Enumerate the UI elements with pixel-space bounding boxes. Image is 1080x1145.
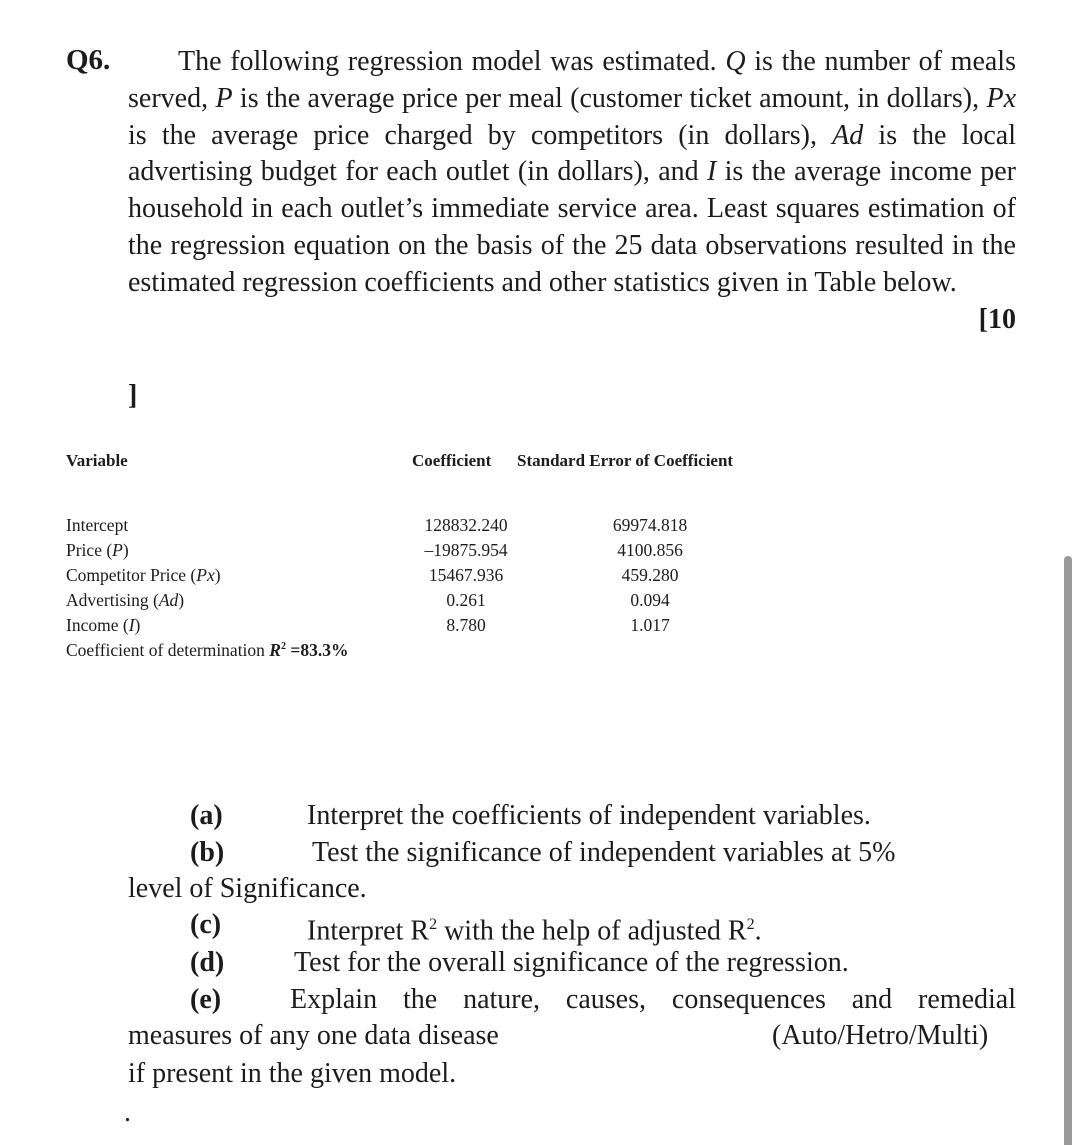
table-row-std-error: 1.017: [630, 615, 670, 635]
question-text: The following regression model was estimated. Q is the number of meals served, P is the average price per meal (customer ticket amount, in dollars), Px is the average price charged by competitors (in dollars), Ad is the local advertising budget for each outlet (in dollars), and I is the average income per household in each outlet’s immediate service area. Least squares estimation of the regression equation on the basis of the 25 data observations resulted in the estimated regression coefficients and other statistics given in Table below. [10: [128, 44, 1016, 338]
part-d-text: Test for the overall significance of the regression.: [294, 947, 849, 978]
table-row-variable: Price (P): [66, 540, 129, 560]
table-row-variable: Advertising (Ad): [66, 590, 185, 610]
table-row-std-error: 0.094: [630, 590, 670, 610]
table-row-coefficient: 0.261: [446, 590, 486, 610]
part-e-continuation: measures of any one data disease: [128, 1020, 499, 1051]
part-b-label: (b): [190, 837, 225, 868]
part-c-label: (c): [190, 909, 222, 940]
header-variable: Variable: [66, 451, 128, 470]
table-row-std-error: 4100.856: [617, 540, 683, 560]
table-row-coefficient: 15467.936: [428, 565, 504, 585]
part-d-label: (d): [190, 947, 225, 978]
part-b-continuation: level of Significance.: [128, 873, 367, 904]
table-row-coefficient: 128832.240: [424, 515, 508, 535]
question-number: Q6.: [66, 44, 111, 76]
table-row-variable: Intercept: [66, 515, 129, 535]
part-e-text: Explain the nature, causes, consequences and remedial: [290, 984, 1016, 1015]
table-row-variable: Income (I): [66, 615, 141, 635]
header-std-error: Standard Error of Coefficient: [517, 451, 734, 470]
table-row-variable: Competitor Price (Px): [66, 565, 221, 585]
table-row-coefficient: 8.780: [446, 615, 486, 635]
part-e-continuation-2: if present in the given model.: [128, 1058, 457, 1089]
table-row-std-error: 69974.818: [612, 515, 688, 535]
marks-close: ]: [128, 380, 138, 411]
table-row-coefficient: –19875.954: [424, 540, 508, 560]
part-c-text: Interpret $R^2$ with the help of adjusted $R^2$.: [307, 915, 762, 947]
r-squared-line: Coefficient of determination $R^2 =83.3\%$: [66, 640, 349, 660]
part-e-label: (e): [190, 984, 222, 1015]
part-b-text: Test the significance of independent variables at 5%: [312, 837, 896, 868]
vertical-scrollbar[interactable]: [1064, 556, 1072, 1145]
header-coefficient: Coefficient: [412, 451, 492, 470]
trailing-dot: .: [124, 1097, 131, 1128]
part-a-text: Interpret the coefficients of independent variables.: [307, 800, 871, 831]
part-e-options: (Auto/Hetro/Multi): [772, 1020, 989, 1051]
table-row-std-error: 459.280: [621, 565, 679, 585]
part-a-label: (a): [190, 800, 223, 831]
marks-open: [10: [978, 303, 1016, 335]
